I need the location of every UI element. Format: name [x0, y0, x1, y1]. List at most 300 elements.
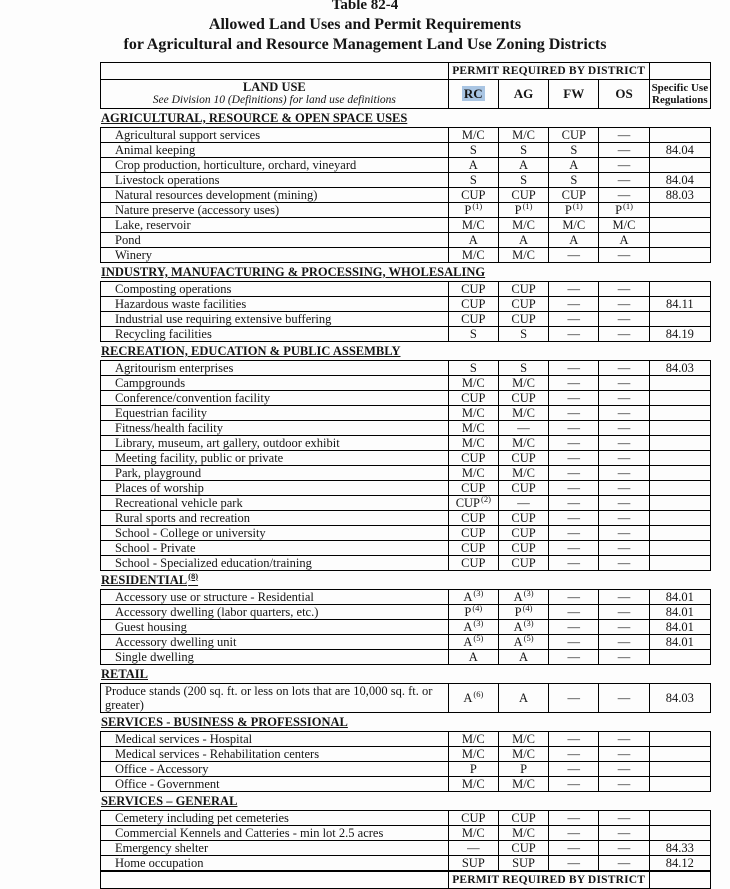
permit-cell: $P^{(1)}$	[599, 202, 649, 217]
permit-cell: A	[498, 232, 548, 247]
land-use-cell: Medical services - Rehabilitation centers	[101, 746, 449, 761]
permit-cell: M/C	[498, 405, 548, 420]
land-use-cell: Produce stands (200 sq. ft. or less on lots that are 10,000 sq. ft. or greater)	[101, 683, 449, 712]
permit-cell: —	[549, 450, 599, 465]
permit-cell: CUP	[498, 311, 548, 326]
regulation-cell	[649, 649, 710, 664]
table-title-block	[0, 0, 730, 55]
land-use-cell: Fitness/health facility	[101, 420, 449, 435]
permit-cell: CUP	[448, 810, 498, 825]
permit-cell: —	[599, 776, 649, 791]
permit-cell: CUP	[498, 810, 548, 825]
table-row	[101, 187, 711, 202]
permit-cell: —	[549, 480, 599, 495]
regulation-cell	[649, 202, 710, 217]
regulation-cell	[649, 420, 710, 435]
table-title-line3: for Agricultural and Resource Management Land Use Zoning Districts	[123, 35, 607, 53]
table-row	[101, 761, 711, 776]
permit-cell: —	[549, 555, 599, 570]
regulation-cell	[649, 405, 710, 420]
permit-cell: —	[599, 326, 649, 341]
permit-cell: CUP	[498, 450, 548, 465]
permit-cell: CUP	[448, 510, 498, 525]
permit-cell: CUP	[498, 525, 548, 540]
permit-cell: S	[498, 172, 548, 187]
land-use-cell: Guest housing	[101, 619, 449, 634]
permit-cell: —	[599, 634, 649, 649]
section-header: RESIDENTIAL$^{(8)}$	[101, 570, 199, 587]
permit-cell: —	[599, 127, 649, 142]
permit-cell: —	[599, 589, 649, 604]
table-row	[101, 480, 711, 495]
table-row	[101, 746, 711, 761]
table-row	[101, 375, 711, 390]
land-use-cell: Agritourism enterprises	[101, 360, 449, 375]
permit-cell: —	[599, 405, 649, 420]
permit-cell: —	[549, 810, 599, 825]
table-row	[101, 619, 711, 634]
table-title-line2: Allowed Land Uses and Permit Requirements	[208, 15, 522, 33]
permit-cell: —	[549, 360, 599, 375]
permit-cell: SUP	[498, 855, 548, 870]
permit-cell: —	[549, 604, 599, 619]
permit-cell: M/C	[448, 465, 498, 480]
table-row	[101, 202, 711, 217]
regulation-cell	[649, 761, 710, 776]
table-row	[101, 855, 711, 870]
permit-cell: —	[549, 776, 599, 791]
permit-cell: CUP	[498, 840, 548, 855]
land-use-note: See Division 10 (Definitions) for land use definitions	[152, 93, 396, 106]
permit-cell: P	[448, 761, 498, 776]
section-table	[100, 731, 711, 792]
permit-cell: S	[448, 142, 498, 157]
section-table	[100, 127, 711, 263]
permit-cell: CUP	[448, 480, 498, 495]
permit-cell: CUP	[448, 390, 498, 405]
permit-cell: CUP	[448, 540, 498, 555]
permit-cell: $P^{(1)}$	[448, 202, 498, 217]
land-use-cell: Composting operations	[101, 281, 449, 296]
permit-cell: S	[549, 172, 599, 187]
permit-cell: —	[599, 281, 649, 296]
permit-required-header: PERMIT REQUIRED BY DISTRICT	[448, 62, 649, 79]
permit-cell: —	[599, 157, 649, 172]
table-row	[101, 555, 711, 570]
land-use-cell: Nature preserve (accessory uses)	[101, 202, 449, 217]
permit-cell: —	[599, 855, 649, 870]
table-row	[101, 281, 711, 296]
table-row	[101, 247, 711, 262]
land-use-cell: School - Private	[101, 540, 449, 555]
regulation-cell: 84.01	[649, 589, 710, 604]
district-header-rc	[448, 79, 498, 108]
permit-cell: CUP	[549, 187, 599, 202]
permit-cell: S	[448, 360, 498, 375]
regulation-cell	[649, 375, 710, 390]
permit-cell: M/C	[498, 776, 548, 791]
permit-cell: P	[498, 761, 548, 776]
permit-cell: —	[549, 840, 599, 855]
table-row	[101, 525, 711, 540]
permit-cell: CUP	[498, 480, 548, 495]
section-table	[100, 360, 711, 571]
permit-cell: —	[549, 435, 599, 450]
land-use-cell: Medical services - Hospital	[101, 731, 449, 746]
permit-cell: —	[599, 465, 649, 480]
land-use-cell: School - College or university	[101, 525, 449, 540]
regulation-cell	[649, 555, 710, 570]
permit-cell: M/C	[498, 825, 548, 840]
table-row	[101, 825, 711, 840]
regulation-cell	[649, 825, 710, 840]
regulation-cell	[649, 810, 710, 825]
table-row	[101, 311, 711, 326]
table-row	[101, 420, 711, 435]
section-table	[100, 589, 711, 665]
land-use-cell: Accessory dwelling unit	[101, 634, 449, 649]
table-row	[101, 589, 711, 604]
permit-cell: —	[599, 142, 649, 157]
table-row	[101, 217, 711, 232]
land-use-cell: Natural resources development (mining)	[101, 187, 449, 202]
highlighted-district-label: RC	[463, 85, 483, 101]
land-use-header: LAND USE	[242, 79, 306, 94]
permit-cell: —	[549, 746, 599, 761]
table-row	[101, 232, 711, 247]
table-row	[101, 510, 711, 525]
table-row	[101, 465, 711, 480]
permit-cell: —	[549, 649, 599, 664]
specific-use-header-cell	[649, 79, 710, 108]
permit-cell: CUP	[448, 187, 498, 202]
regulation-cell	[649, 510, 710, 525]
permit-cell: M/C	[498, 247, 548, 262]
footer-permit-required-header: PERMIT REQUIRED BY DISTRICT	[448, 871, 649, 888]
land-use-cell: Single dwelling	[101, 649, 449, 664]
permit-cell: CUP	[498, 187, 548, 202]
permit-cell: S	[498, 360, 548, 375]
permit-cell: $P^{(1)}$	[549, 202, 599, 217]
permit-cell: —	[549, 405, 599, 420]
permit-cell: $P^{(4)}$	[498, 604, 548, 619]
table-header	[100, 62, 711, 109]
regulation-cell: 84.04	[649, 172, 710, 187]
regulation-cell: 84.33	[649, 840, 710, 855]
table-row	[101, 157, 711, 172]
permit-cell: —	[498, 420, 548, 435]
permit-cell: CUP	[448, 311, 498, 326]
permit-cell: —	[599, 420, 649, 435]
permit-cell: M/C	[549, 217, 599, 232]
permit-cell: —	[549, 390, 599, 405]
permit-cell: M/C	[498, 375, 548, 390]
permit-cell: —	[549, 525, 599, 540]
permit-cell: —	[599, 360, 649, 375]
section-header: SERVICES – GENERAL	[101, 793, 238, 808]
permit-cell: CUP	[448, 525, 498, 540]
table-row	[101, 405, 711, 420]
permit-cell: —	[599, 296, 649, 311]
regulation-cell	[649, 232, 710, 247]
table-row	[101, 634, 711, 649]
permit-cell: —	[599, 619, 649, 634]
regulation-cell: 84.01	[649, 604, 710, 619]
land-use-cell: Meeting facility, public or private	[101, 450, 449, 465]
permit-cell: —	[599, 480, 649, 495]
land-use-cell: School - Specialized education/training	[101, 555, 449, 570]
permit-cell: S	[448, 172, 498, 187]
permit-cell: —	[599, 247, 649, 262]
permit-cell: —	[549, 375, 599, 390]
permit-cell: M/C	[599, 217, 649, 232]
regulation-cell	[649, 127, 710, 142]
table-row	[101, 731, 711, 746]
land-use-cell: Hazardous waste facilities	[101, 296, 449, 311]
permit-cell: A	[498, 649, 548, 664]
header-empty-cell	[649, 62, 710, 79]
permit-cell: —	[549, 311, 599, 326]
permit-cell: —	[549, 683, 599, 712]
permit-cell: CUP	[448, 296, 498, 311]
permit-cell: —	[599, 604, 649, 619]
permit-cell: S	[498, 142, 548, 157]
permit-cell: M/C	[448, 405, 498, 420]
permit-cell: CUP	[448, 555, 498, 570]
permit-cell: —	[549, 420, 599, 435]
permit-cell: CUP	[448, 281, 498, 296]
regulation-cell: 84.12	[649, 855, 710, 870]
land-use-cell: Home occupation	[101, 855, 449, 870]
permit-cell: A	[448, 157, 498, 172]
land-use-cell: Accessory dwelling (labor quarters, etc.)	[101, 604, 449, 619]
permit-cell: —	[599, 540, 649, 555]
land-use-cell: Rural sports and recreation	[101, 510, 449, 525]
permit-cell: $A^{(3)}$	[448, 619, 498, 634]
permit-cell: $P^{(1)}$	[498, 202, 548, 217]
permit-cell: A	[498, 157, 548, 172]
table-footer	[100, 871, 711, 889]
regulation-cell	[649, 217, 710, 232]
regulation-cell	[649, 746, 710, 761]
regulation-cell	[649, 435, 710, 450]
land-use-cell: Livestock operations	[101, 172, 449, 187]
sections-host	[100, 112, 713, 871]
permit-cell: $P^{(4)}$	[448, 604, 498, 619]
zoning-table	[100, 62, 713, 889]
permit-cell: M/C	[448, 776, 498, 791]
land-use-cell: Places of worship	[101, 480, 449, 495]
section-table	[100, 281, 711, 342]
land-use-cell: Accessory use or structure - Residential	[101, 589, 449, 604]
regulation-cell	[649, 157, 710, 172]
permit-cell: $A^{(5)}$	[498, 634, 548, 649]
permit-cell: CUP	[498, 555, 548, 570]
permit-cell: $A^{(3)}$	[498, 589, 548, 604]
regulation-cell: 84.01	[649, 619, 710, 634]
land-use-cell: Park, playground	[101, 465, 449, 480]
permit-cell: CUP	[498, 540, 548, 555]
permit-cell: —	[549, 296, 599, 311]
permit-cell: —	[599, 761, 649, 776]
district-header-os: OS	[599, 79, 649, 108]
table-row	[101, 840, 711, 855]
permit-cell: —	[599, 825, 649, 840]
permit-cell: S	[549, 142, 599, 157]
permit-cell: M/C	[498, 465, 548, 480]
permit-cell: —	[599, 495, 649, 510]
permit-cell: CUP$^{(2)}$	[448, 495, 498, 510]
permit-cell: —	[599, 746, 649, 761]
permit-cell: $A^{(5)}$	[448, 634, 498, 649]
land-use-cell: Commercial Kennels and Catteries - min lot 2.5 acres	[101, 825, 449, 840]
land-use-cell: Emergency shelter	[101, 840, 449, 855]
permit-cell: A	[448, 232, 498, 247]
permit-cell: M/C	[498, 127, 548, 142]
permit-cell: —	[549, 247, 599, 262]
permit-cell: —	[599, 649, 649, 664]
permit-cell: M/C	[448, 247, 498, 262]
table-row	[101, 390, 711, 405]
regulation-cell	[649, 281, 710, 296]
land-use-cell: Winery	[101, 247, 449, 262]
permit-cell: —	[599, 683, 649, 712]
land-use-cell: Animal keeping	[101, 142, 449, 157]
permit-cell: M/C	[448, 746, 498, 761]
permit-cell: A	[599, 232, 649, 247]
permit-cell: $A^{(6)}$	[448, 683, 498, 712]
permit-cell: M/C	[448, 420, 498, 435]
regulation-cell: 84.11	[649, 296, 710, 311]
regulation-cell: 84.04	[649, 142, 710, 157]
permit-cell: M/C	[448, 217, 498, 232]
section-table	[100, 683, 711, 713]
regulation-cell	[649, 525, 710, 540]
permit-cell: —	[599, 810, 649, 825]
section-header: RETAIL	[101, 666, 149, 681]
header-row-columns	[101, 79, 711, 108]
permit-cell: —	[549, 619, 599, 634]
table-row	[101, 495, 711, 510]
regulation-cell	[649, 247, 710, 262]
permit-cell: —	[599, 450, 649, 465]
district-header-fw: FW	[549, 79, 599, 108]
permit-cell: A	[448, 649, 498, 664]
land-use-cell: Pond	[101, 232, 449, 247]
table-row	[101, 142, 711, 157]
land-use-cell: Office - Government	[101, 776, 449, 791]
permit-cell: CUP	[448, 450, 498, 465]
footer-row-permit	[101, 871, 711, 888]
land-use-cell: Recycling facilities	[101, 326, 449, 341]
table-row	[101, 435, 711, 450]
permit-cell: —	[599, 435, 649, 450]
district-header-ag: AG	[498, 79, 548, 108]
permit-cell: —	[549, 634, 599, 649]
permit-cell: S	[448, 326, 498, 341]
footer-empty-cell	[649, 871, 710, 888]
permit-cell: M/C	[498, 731, 548, 746]
regulation-cell	[649, 450, 710, 465]
table-number-title: Table 82-4	[331, 0, 399, 13]
permit-cell: —	[549, 825, 599, 840]
regulation-cell	[649, 465, 710, 480]
regulation-cell: 84.03	[649, 360, 710, 375]
specific-use-header-line1: Specific Use	[651, 81, 709, 94]
permit-cell: CUP	[498, 296, 548, 311]
permit-cell: A	[498, 683, 548, 712]
permit-cell: M/C	[448, 375, 498, 390]
permit-cell: A	[549, 157, 599, 172]
regulation-cell	[649, 776, 710, 791]
table-row	[101, 683, 711, 712]
permit-cell: M/C	[448, 435, 498, 450]
header-empty-cell	[101, 62, 449, 79]
table-row	[101, 296, 711, 311]
permit-cell: —	[498, 495, 548, 510]
land-use-cell: Library, museum, art gallery, outdoor exhibit	[101, 435, 449, 450]
land-use-cell: Campgrounds	[101, 375, 449, 390]
permit-cell: —	[599, 525, 649, 540]
permit-cell: CUP	[498, 390, 548, 405]
permit-cell: M/C	[498, 217, 548, 232]
permit-cell: —	[549, 495, 599, 510]
permit-cell: —	[549, 510, 599, 525]
permit-cell: —	[549, 761, 599, 776]
permit-cell: —	[549, 465, 599, 480]
footer-empty-cell	[101, 871, 449, 888]
land-use-header-cell	[101, 79, 449, 108]
permit-cell: —	[448, 840, 498, 855]
permit-cell: —	[599, 390, 649, 405]
permit-cell: M/C	[448, 825, 498, 840]
table-row	[101, 360, 711, 375]
regulation-cell	[649, 311, 710, 326]
permit-cell: —	[599, 311, 649, 326]
regulation-cell	[649, 731, 710, 746]
section-header: SERVICES - BUSINESS & PROFESSIONAL	[101, 714, 348, 729]
table-row	[101, 127, 711, 142]
permit-cell: $A^{(3)}$	[448, 589, 498, 604]
land-use-cell: Crop production, horticulture, orchard, vineyard	[101, 157, 449, 172]
section-header: AGRICULTURAL, RESOURCE & OPEN SPACE USES	[101, 110, 408, 125]
permit-cell: —	[549, 731, 599, 746]
permit-cell: M/C	[498, 435, 548, 450]
section-header: RECREATION, EDUCATION & PUBLIC ASSEMBLY	[101, 343, 401, 358]
permit-cell: CUP	[549, 127, 599, 142]
permit-cell: M/C	[448, 127, 498, 142]
permit-cell: —	[599, 172, 649, 187]
table-row	[101, 326, 711, 341]
permit-cell: —	[599, 731, 649, 746]
specific-use-header-line2: Regulations	[652, 93, 708, 106]
regulation-cell	[649, 390, 710, 405]
permit-cell: —	[599, 840, 649, 855]
permit-cell: —	[599, 375, 649, 390]
permit-cell: —	[549, 326, 599, 341]
section-header: INDUSTRY, MANUFACTURING & PROCESSING, WHOLESALING	[101, 264, 486, 279]
regulation-cell	[649, 540, 710, 555]
permit-cell: —	[549, 589, 599, 604]
table-row	[101, 810, 711, 825]
permit-cell: —	[599, 187, 649, 202]
table-row	[101, 540, 711, 555]
land-use-cell: Equestrian facility	[101, 405, 449, 420]
permit-cell: —	[549, 855, 599, 870]
permit-cell: $A^{(3)}$	[498, 619, 548, 634]
land-use-cell: Recreational vehicle park	[101, 495, 449, 510]
permit-cell: M/C	[448, 731, 498, 746]
